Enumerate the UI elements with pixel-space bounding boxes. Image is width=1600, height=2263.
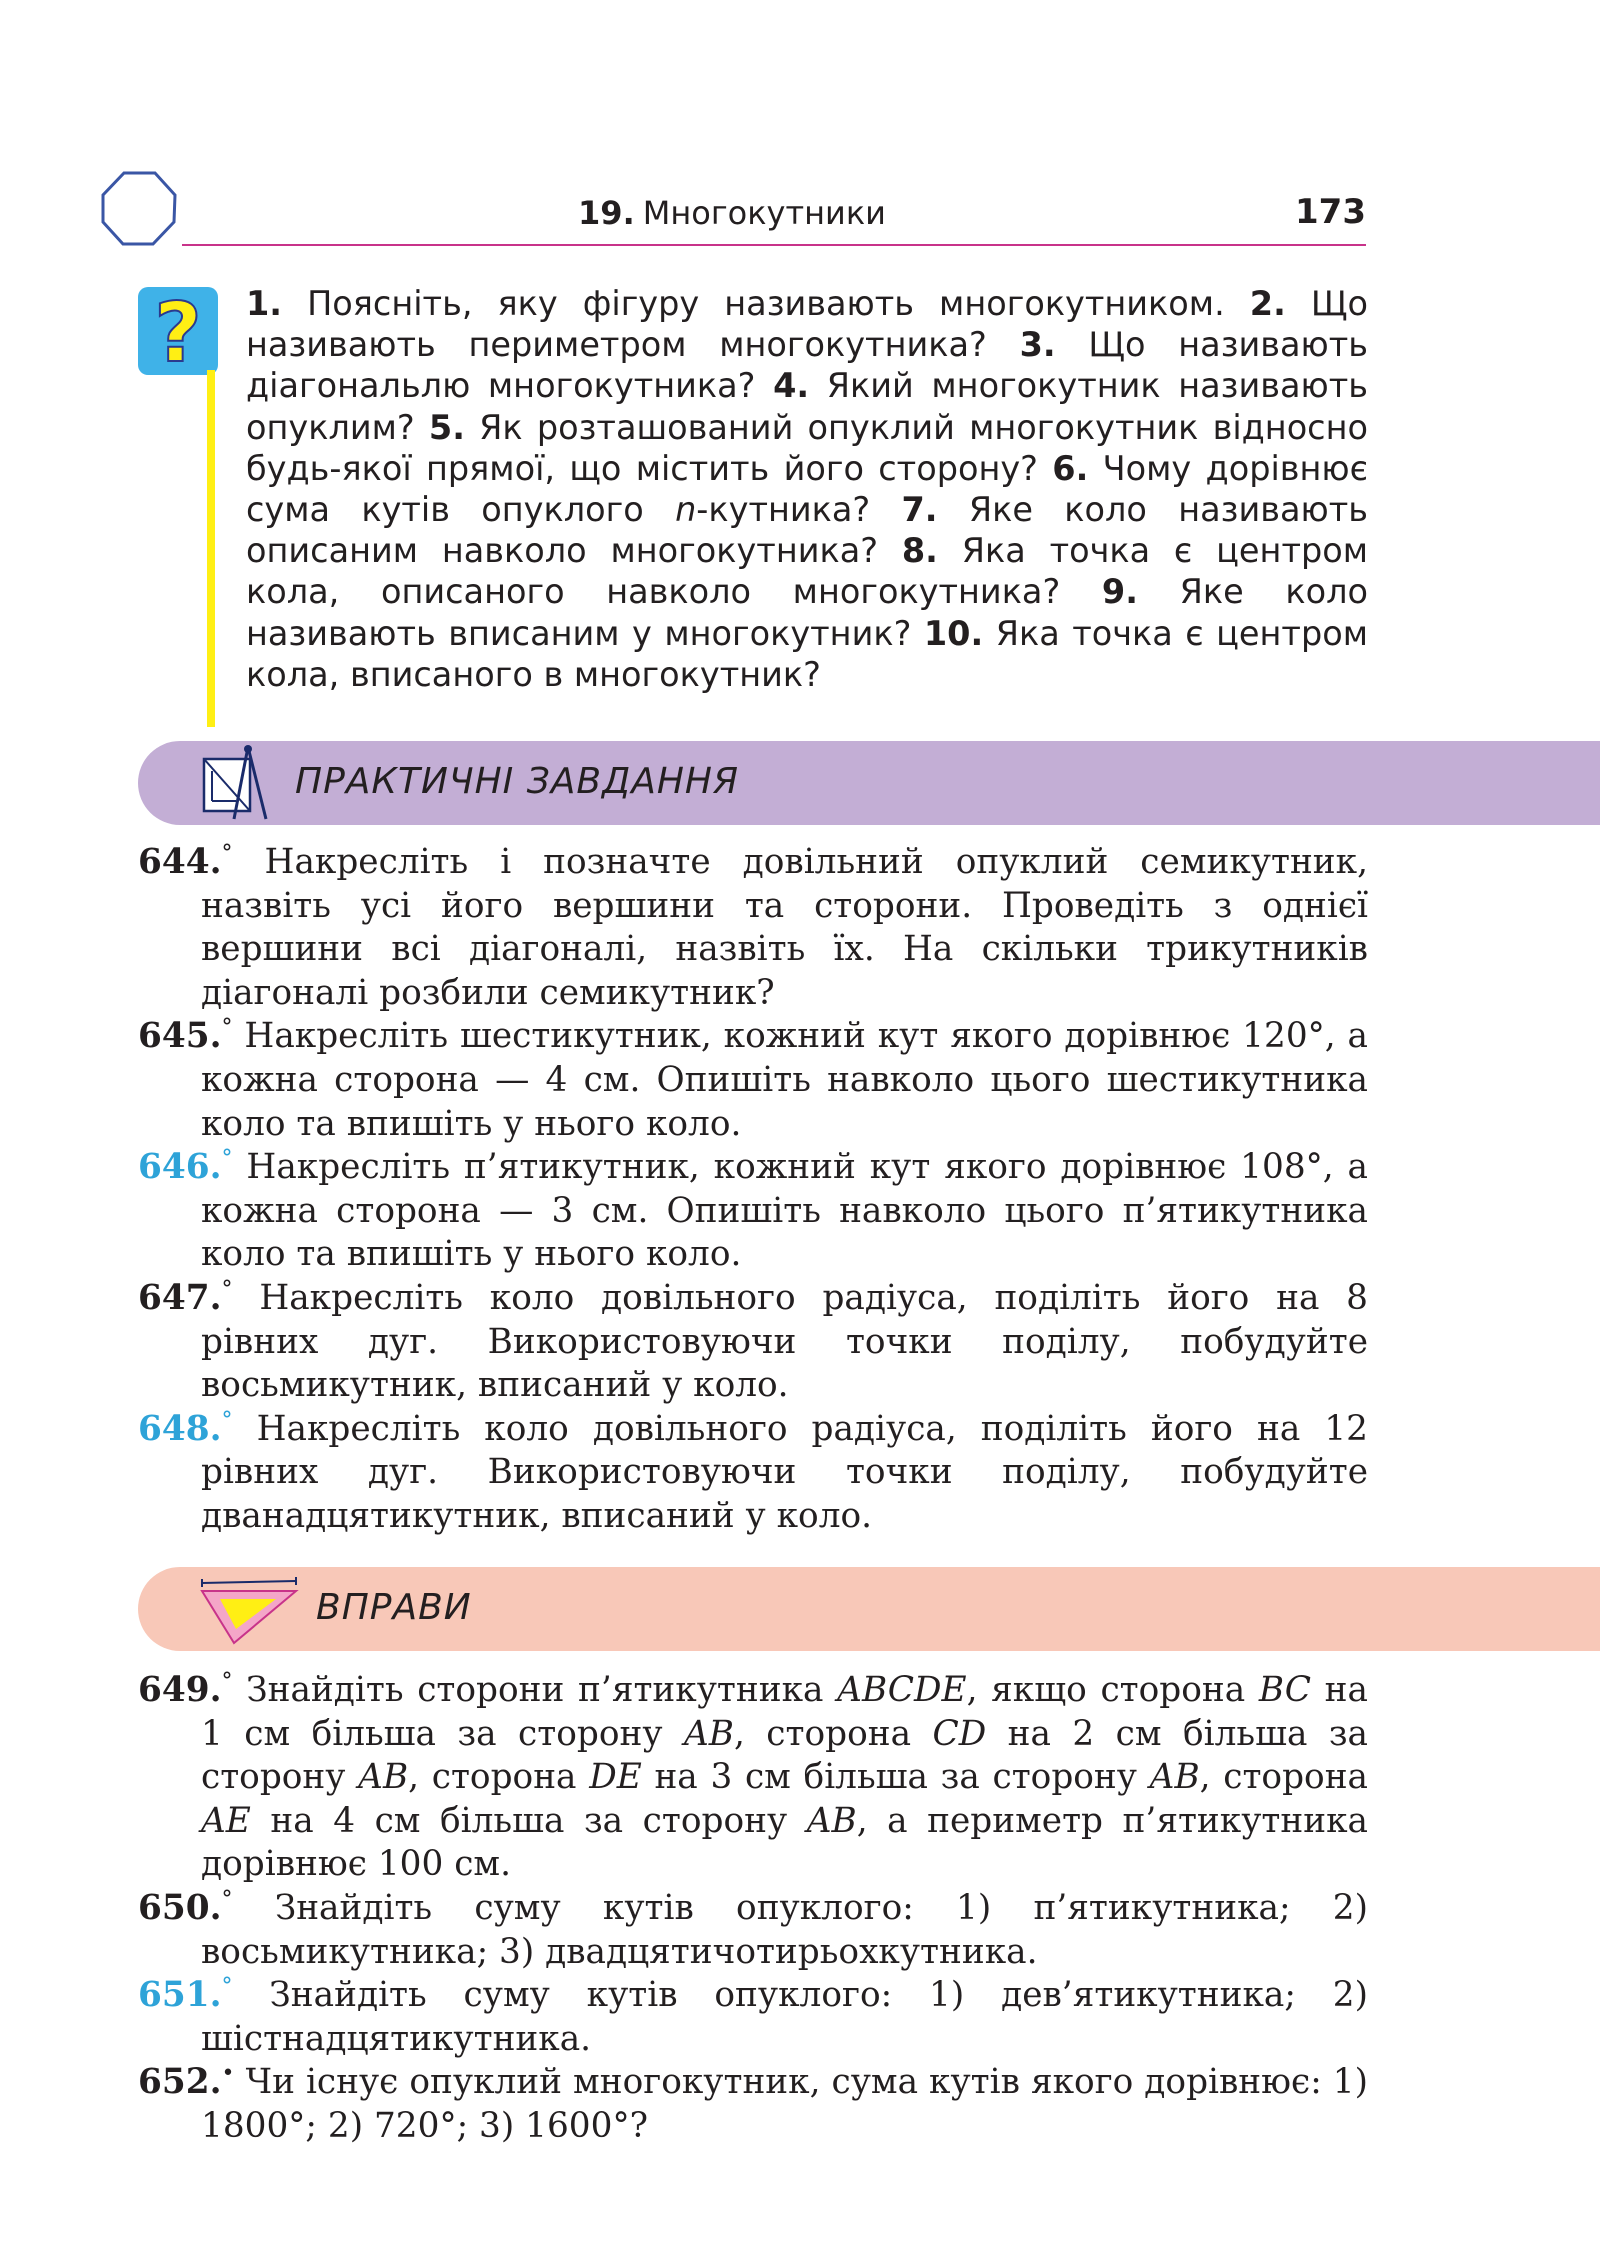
header-rule — [182, 244, 1366, 246]
task-number — [138, 1670, 233, 1710]
question-number: 2. — [1249, 284, 1286, 323]
question-text: Яка точка є центром кола, описаного навколо многокутника? — [246, 531, 1368, 612]
task-number-value: 651. — [138, 1975, 222, 2016]
question-bar — [207, 370, 215, 727]
vertex-label: AB — [683, 1713, 734, 1754]
task-number — [138, 2062, 235, 2102]
section-heading — [98, 194, 1366, 232]
task-text: Накресліть коло довільного радіуса, поділіть його на 12 рівних дуг. Використовуючи точки поділу, побудуйте дванадцятикутник, вписаний у коло. — [201, 1408, 1368, 1536]
task-number — [138, 1409, 233, 1449]
task-number-value: 650. — [138, 1887, 222, 1928]
task-number — [138, 1278, 233, 1318]
difficulty-mark: ° — [221, 1974, 233, 2000]
page-number: 173 — [1295, 192, 1366, 232]
task-text: Знайдіть суму кутів опуклого: 1) дев’ятикутника; 2) шістнадцятикутника. — [201, 1975, 1368, 2059]
question-number: 6. — [1052, 448, 1089, 488]
difficulty-mark: ° — [221, 1015, 233, 1041]
task-number-value: 644. — [138, 842, 222, 882]
vertex-label: AB — [358, 1757, 409, 1798]
task-item — [138, 1146, 1368, 1277]
task-item — [138, 841, 1368, 1015]
section-number: 19. — [578, 194, 635, 232]
task-number-value: 648. — [138, 1408, 222, 1449]
task-number — [138, 1975, 233, 2015]
task-text: Чи існує опуклий многокутник, сума кутів якого дорівнює: 1) 1800°; 2) 720°; 3) 1600°? — [201, 2062, 1369, 2146]
task-number-value: 647. — [138, 1277, 222, 1318]
vertex-label: BC — [1258, 1670, 1311, 1710]
question-text: Яка точка є центром кола, вписаного в многокутник? — [246, 613, 1368, 694]
question-number: 9. — [1101, 572, 1138, 612]
task-text: , сторона — [408, 1757, 590, 1798]
question-number: 8. — [901, 531, 938, 571]
task-text: на 2 см більша за сторону — [201, 1713, 1368, 1798]
task-text: , сторона — [733, 1713, 933, 1754]
question-number: 4. — [773, 366, 810, 406]
difficulty-mark: ° — [221, 1669, 233, 1694]
question-text: Яке коло називають описаним навколо многокутника? — [246, 490, 1368, 571]
question-text: Як розташований опуклий многокутник відносно будь-якої прямої, що містить його сторону? — [246, 407, 1369, 488]
difficulty-mark: ° — [221, 1407, 233, 1433]
task-item — [138, 1408, 1368, 1539]
drafting-tools-icon — [196, 741, 276, 825]
vertex-label: ABCDE — [837, 1670, 967, 1710]
task-number-value: 645. — [138, 1016, 222, 1057]
task-text: на 4 см більша за сторону — [250, 1800, 807, 1841]
exercise-task-list — [138, 1669, 1368, 2149]
question-number: 7. — [901, 490, 938, 530]
task-number-value: 649. — [138, 1670, 222, 1710]
difficulty-mark: • — [221, 2061, 235, 2087]
svg-text:?: ? — [154, 287, 202, 375]
question-text: Яке коло називають вписаним у многокутник? — [246, 572, 1368, 653]
task-item — [138, 1887, 1368, 1974]
section-title: Многокутники — [642, 194, 886, 232]
task-item — [138, 1669, 1368, 1887]
practical-tasks-band — [138, 741, 1600, 825]
vertex-label: DE — [589, 1757, 642, 1798]
question-text: Який многокутник називають опуклим? — [246, 366, 1368, 447]
task-number — [138, 1888, 233, 1928]
page-header — [98, 168, 1366, 248]
practical-task-list — [138, 841, 1368, 1539]
exercises-title: ВПРАВИ — [316, 1587, 472, 1628]
task-text: , а периметр п’ятикутника дорівнює 100 см. — [201, 1800, 1368, 1885]
task-item — [138, 1974, 1368, 2061]
task-text: Накресліть шестикутник, кожний кут якого дорівнює 120°, а кожна сторона — 4 см. Опишіть навколо цього шестикутника коло та впишіть у нього коло. — [201, 1016, 1369, 1144]
task-item — [138, 1015, 1368, 1146]
question-number: 10. — [923, 613, 984, 653]
task-number — [138, 1147, 233, 1187]
vertex-label: AB — [1149, 1757, 1200, 1798]
task-number-value: 652. — [138, 2062, 222, 2103]
task-text: Знайдіть сторони п’ятикутника — [246, 1670, 838, 1710]
question-text: Чому дорівнює сума кутів опуклого — [246, 448, 1369, 530]
vertex-label: CD — [932, 1713, 987, 1754]
question-text: -кутника? — [696, 490, 871, 530]
task-number — [138, 842, 233, 882]
task-text: на 3 см більша за сторону — [641, 1757, 1150, 1798]
task-text: , якщо сторона — [966, 1670, 1259, 1710]
question-number: 1. — [246, 284, 283, 323]
task-text: Накресліть п’ятикутник, кожний кут якого дорівнює 108°, а кожна сторона — 3 см. Опишіть навколо цього п’ятикутника коло та впишіть у нього коло. — [201, 1147, 1369, 1275]
question-text: Що називають діагональлю многокутника? — [246, 325, 1369, 406]
task-item — [138, 2061, 1368, 2148]
difficulty-mark: ° — [221, 1886, 233, 1912]
question-item — [246, 284, 1225, 323]
task-item — [138, 1277, 1368, 1408]
task-text: , сторона — [1199, 1757, 1368, 1798]
exercises-band — [138, 1567, 1600, 1651]
question-text: Поясніть, яку фігуру називають многокутником. — [307, 284, 1225, 323]
question-number: 5. — [428, 407, 465, 447]
task-number — [138, 1016, 233, 1056]
difficulty-mark: ° — [221, 1276, 233, 1302]
task-number-value: 646. — [138, 1147, 222, 1188]
task-text: Накресліть і позначте довільний опуклий семикутник, назвіть усі його вершини та сторони. Проведіть з однієї вершини всі діагоналі, назвіть їх. На скільки трикутників діагоналі розбили семикутник? — [201, 842, 1368, 1013]
task-text: Накресліть коло довільного радіуса, поділіть його на 8 рівних дуг. Використовуючи точки поділу, побудуйте восьмикутник, вписаний у коло. — [201, 1277, 1369, 1406]
question-mark-icon — [138, 287, 218, 375]
task-text: на 1 см більша за сторону — [201, 1670, 1368, 1754]
difficulty-mark: ° — [221, 841, 233, 866]
task-text: Знайдіть суму кутів опуклого: 1) п’ятикутника; 2) восьмикутника; 3) двадцятичотирьохкутника. — [201, 1887, 1368, 1972]
vertex-label: AE — [201, 1800, 251, 1841]
review-questions — [246, 283, 1368, 695]
question-variable: n — [675, 490, 697, 530]
vertex-label: AB — [806, 1800, 857, 1841]
practical-tasks-title: ПРАКТИЧНІ ЗАВДАННЯ — [295, 761, 740, 802]
triangle-ruler-icon — [196, 1567, 306, 1651]
question-number: 3. — [1019, 325, 1056, 365]
question-text: Що називають периметром многокутника? — [246, 284, 1368, 365]
difficulty-mark: ° — [221, 1146, 233, 1172]
